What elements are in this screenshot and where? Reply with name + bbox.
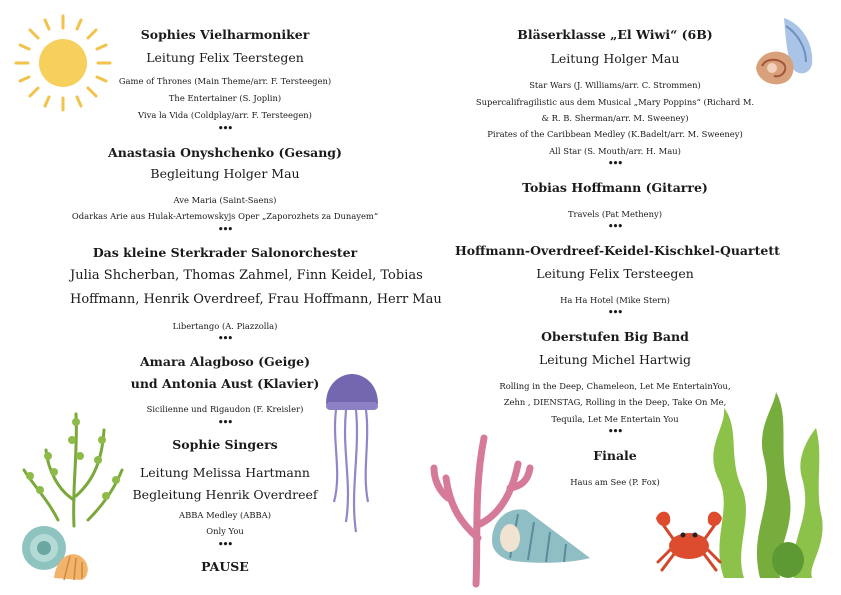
section-title: Hoffmann-Overdreef-Keidel-Kischkel-Quartett (455, 243, 780, 258)
separator: ••• (607, 427, 623, 437)
crab-icon (650, 508, 728, 578)
section-title: Sophies Vielharmoniker (140, 27, 310, 42)
section-accompaniment: Begleitung Henrik Overdreef (132, 487, 318, 502)
jellyfish-icon (322, 372, 382, 534)
piece-item: Travels (Pat Metheny) (567, 209, 663, 219)
piece-item: Tequila, Let Me Entertain You (551, 414, 679, 424)
piece-item: Game of Thrones (Main Theme/arr. F. Tersteegen) (118, 76, 332, 86)
separator: ••• (217, 334, 233, 344)
piece-item: Pirates of the Caribbean Medley (K.Badelt/arr. M. Sweeney) (487, 129, 743, 139)
section-title: Bläserklasse „El Wiwi“ (6B) (517, 27, 713, 42)
piece-item: All Star (S. Mouth/arr. H. Mau) (549, 146, 681, 156)
section-title: Finale (593, 448, 637, 463)
section-title: Amara Alagboso (Geige) (139, 354, 311, 369)
section-title: und Antonia Aust (Klavier) (130, 376, 320, 391)
piece-item: Odarkas Arie aus Hulak-Artemowskyjs Oper „Zaporozhets za Dunayem“ (71, 211, 379, 221)
section-members: Julia Shcherban, Thomas Zahmel, Finn Keidel, Tobias (70, 268, 423, 283)
section-title: Sophie Singers (172, 437, 278, 452)
piece-item: Star Wars (J. Williams/arr. C. Strommen) (529, 80, 701, 90)
section-title: Tobias Hoffmann (Gitarre) (522, 180, 708, 195)
section-title: Anastasia Onyshchenko (Gesang) (108, 145, 342, 160)
section-title: Oberstufen Big Band (541, 329, 689, 344)
piece-item: Zehn , DIENSTAG, Rolling in the Deep, Take On Me, (503, 397, 727, 407)
piece-item: Libertango (A. Piazzolla) (172, 321, 278, 331)
section-title: Das kleine Sterkrader Salonorchester (92, 245, 358, 260)
section-leader: Leitung Felix Teerstegen (146, 50, 304, 65)
section-members: Hoffmann, Henrik Overdreef, Frau Hoffmann, Herr Mau (70, 292, 442, 307)
piece-item: Only You (206, 526, 244, 536)
separator: ••• (217, 225, 233, 235)
separator: ••• (607, 308, 623, 318)
section-leader: Leitung Holger Mau (550, 51, 680, 66)
snail-shell-icon (488, 500, 592, 566)
separator: ••• (217, 540, 233, 550)
separator: ••• (607, 159, 623, 169)
pause-label: PAUSE (201, 559, 249, 574)
piece-item: Ave Maria (Saint-Saens) (173, 195, 277, 205)
piece-item: Rolling in the Deep, Chameleon, Let Me EntertainYou, (499, 381, 731, 391)
separator: ••• (217, 418, 233, 428)
piece-item: & R. B. Sherman/arr. M. Sweeney) (541, 113, 689, 123)
separator: ••• (607, 222, 623, 232)
piece-item: Sicilienne und Rigaudon (F. Kreisler) (146, 404, 304, 414)
piece-item: Haus am See (P. Fox) (570, 477, 660, 487)
section-leader: Leitung Melissa Hartmann (139, 465, 310, 480)
section-leader: Leitung Felix Tersteegen (536, 266, 694, 281)
piece-item: Viva la Vida (Coldplay/arr. F. Tersteegen) (138, 110, 312, 120)
piece-item: Ha Ha Hotel (Mike Stern) (560, 295, 670, 305)
piece-item: The Entertainer (S. Joplin) (168, 93, 282, 103)
piece-item: Supercalifragilistic aus dem Musical „Mary Poppins“ (Richard M. (475, 97, 755, 107)
separator: ••• (217, 124, 233, 134)
section-leader: Leitung Michel Hartwig (538, 352, 692, 367)
section-leader: Begleitung Holger Mau (150, 166, 300, 181)
piece-item: ABBA Medley (ABBA) (179, 510, 271, 520)
